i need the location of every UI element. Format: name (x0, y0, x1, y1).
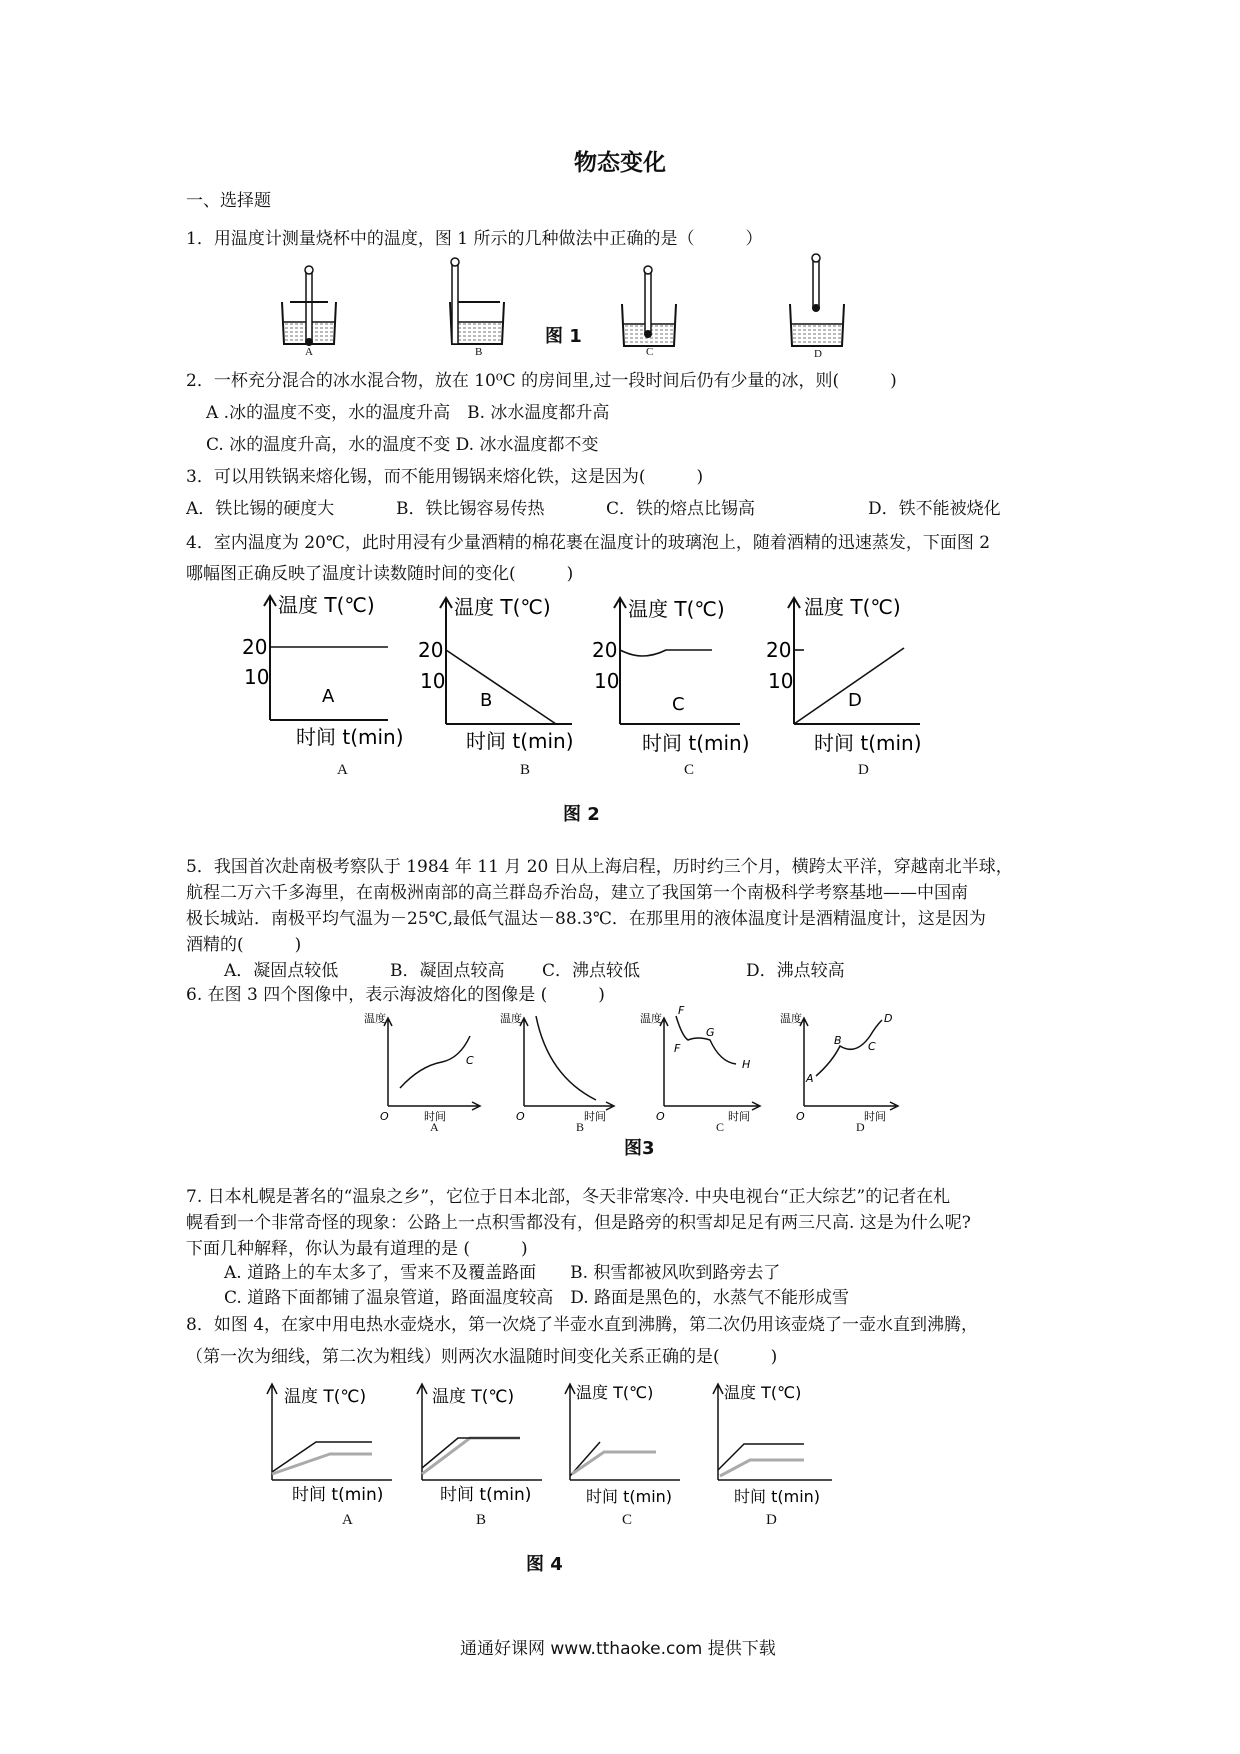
svg-text:D: D (848, 690, 862, 711)
svg-text:温度: 温度 (640, 1012, 662, 1025)
svg-text:时间 t(min): 时间 t(min) (586, 1487, 673, 1506)
graph-2b (418, 595, 574, 753)
svg-text:F: F (674, 1042, 681, 1055)
svg-text:时间 t(min): 时间 t(min) (734, 1487, 821, 1506)
graph-4c (565, 1383, 680, 1506)
fig2-label-a: A (337, 762, 348, 778)
question-7-line-2: 幌看到一个非常奇怪的现象：公路上一点积雪都没有，但是路旁的积雪却足足有两三尺高. 这是为什么呢? (186, 1213, 971, 1233)
svg-text:温度: 温度 (500, 1012, 522, 1025)
fig2-label-c: C (684, 762, 695, 778)
beaker-d (790, 254, 844, 346)
beaker-b (450, 258, 504, 344)
question-7-line-3: 下面几种解释，你认为最有道理的是 ( ) (186, 1239, 528, 1259)
fig1-label-c: C (646, 346, 654, 358)
svg-text:时间: 时间 (424, 1110, 446, 1123)
svg-text:温度: 温度 (364, 1012, 386, 1025)
question-5-option-a: A．凝固点较低 (224, 961, 339, 981)
question-5-line-2: 航程二万六千多海里，在南极洲南部的高兰群岛乔治岛，建立了我国第一个南极科学考察基地——中国南 (186, 883, 968, 903)
question-8-line-2: （第一次为细线，第二次为粗线）则两次水温随时间变化关系正确的是( ) (186, 1347, 778, 1367)
graph-2a-xlabel: 时间 t(min) (296, 725, 404, 749)
question-3-option-d: D．铁不能被烧化 (868, 499, 1001, 519)
svg-text:时间 t(min): 时间 t(min) (814, 731, 922, 755)
graph-4d (713, 1383, 832, 1506)
fig1-label-b: B (475, 346, 483, 358)
svg-text:10: 10 (768, 669, 794, 693)
fig2-label-d: D (858, 762, 869, 778)
fig3-label-c: C (716, 1120, 725, 1134)
fig1-label-a: A (305, 346, 313, 358)
question-4-line-2: 哪幅图正确反映了温度计读数随时间的变化( ) (186, 564, 574, 584)
graph-3b (500, 1011, 614, 1123)
svg-text:温度 T(℃): 温度 T(℃) (576, 1383, 654, 1402)
figure-2-graphs (230, 590, 950, 760)
svg-text:B: B (834, 1034, 842, 1047)
svg-text:时间 t(min): 时间 t(min) (642, 731, 750, 755)
graph-4a (267, 1384, 392, 1505)
fig1-label-d: D (814, 348, 822, 360)
figure-4-graphs (262, 1376, 862, 1506)
svg-text:10: 10 (594, 669, 620, 693)
question-7-line-1: 7. 日本札幌是著名的“温泉之乡”，它位于日本北部，冬天非常寒冷. 中央电视台“正大综艺”的记者在札 (186, 1187, 951, 1207)
graph-2a-tick-10: 10 (244, 665, 270, 689)
svg-text:10: 10 (420, 669, 446, 693)
section-heading: 一、选择题 (186, 191, 271, 211)
svg-text:时间 t(min): 时间 t(min) (292, 1485, 384, 1505)
figure-2-caption: 图 2 (563, 804, 600, 825)
question-5-option-d: D．沸点较高 (746, 961, 845, 981)
svg-text:温度 T(℃): 温度 T(℃) (432, 1387, 515, 1407)
svg-text:G: G (706, 1026, 715, 1039)
svg-text:温度: 温度 (780, 1012, 802, 1025)
fig4-label-b: B (476, 1512, 487, 1528)
svg-text:时间: 时间 (728, 1110, 750, 1123)
graph-2c (592, 597, 750, 755)
question-3: 3．可以用铁锅来熔化锡，而不能用锡锅来熔化铁，这是因为( ) (186, 467, 704, 487)
question-1: 1．用温度计测量烧杯中的温度，图 1 所示的几种做法中正确的是（ ） (186, 229, 763, 249)
svg-text:C: C (868, 1040, 876, 1053)
figure-3-graphs (360, 1006, 920, 1124)
question-7-options-ab: A. 道路上的车太多了，雪来不及覆盖路面 B. 积雪都被风吹到路旁去了 (224, 1263, 781, 1283)
question-3-option-a: A．铁比锡的硬度大 (186, 499, 335, 519)
graph-4b (417, 1384, 542, 1505)
graph-2d (766, 595, 922, 755)
question-5-line-3: 极长城站．南极平均气温为－25℃,最低气温达－88.3℃．在那里用的液体温度计是酒精温度计，这是因为 (186, 909, 986, 929)
question-4-line-1: 4．室内温度为 20℃，此时用浸有少量酒精的棉花裹在温度计的玻璃泡上，随着酒精的迅速蒸发，下面图 2 (186, 533, 991, 553)
question-7-options-cd: C. 道路下面都铺了温泉管道，路面温度较高 D. 路面是黑色的，水蒸气不能形成雪 (224, 1288, 850, 1308)
graph-2a (242, 593, 404, 749)
page-title: 物态变化 (574, 150, 666, 176)
graph-3d (780, 1011, 898, 1123)
svg-text:O: O (796, 1110, 805, 1123)
figure-1-caption: 图 1 (545, 326, 582, 347)
svg-text:O: O (656, 1110, 665, 1123)
svg-text:温度 T(℃): 温度 T(℃) (454, 595, 551, 619)
svg-text:B: B (480, 690, 493, 711)
svg-text:温度 T(℃): 温度 T(℃) (804, 595, 901, 619)
question-5-line-4: 酒精的( ) (186, 935, 302, 955)
graph-3a (364, 1011, 480, 1123)
svg-text:O: O (380, 1110, 389, 1123)
svg-text:时间 t(min): 时间 t(min) (466, 729, 574, 753)
svg-text:C: C (672, 694, 685, 715)
svg-text:20: 20 (766, 638, 792, 662)
question-2: 2．一杯充分混合的冰水混合物，放在 10⁰C 的房间里,过一段时间后仍有少量的冰，则( ) (186, 371, 897, 391)
question-3-option-c: C．铁的熔点比锡高 (606, 499, 756, 519)
question-2-options-ab: A .冰的温度不变，水的温度升高 B. 冰水温度都升高 (206, 403, 610, 423)
svg-text:H: H (742, 1058, 751, 1071)
fig4-label-d: D (766, 1512, 777, 1528)
question-3-option-b: B．铁比锡容易传热 (396, 499, 545, 519)
svg-text:20: 20 (592, 638, 618, 662)
figure-4-caption: 图 4 (526, 1554, 563, 1575)
fig3-label-b: B (576, 1120, 585, 1134)
fig2-label-b: B (520, 762, 531, 778)
svg-text:20: 20 (418, 638, 444, 662)
svg-text:D: D (884, 1012, 893, 1025)
question-5-line-1: 5．我国首次赴南极考察队于 1984 年 11 月 20 日从上海启程，历时约三个月，横跨太平洋，穿越南北半球， (186, 857, 1013, 877)
graph-2a-tick-20: 20 (242, 635, 268, 659)
svg-text:O: O (516, 1110, 525, 1123)
fig4-label-a: A (342, 1512, 353, 1528)
svg-text:温度 T(℃): 温度 T(℃) (284, 1387, 367, 1407)
graph-2a-letter: A (322, 686, 335, 707)
svg-text:C: C (466, 1054, 474, 1067)
question-6: 6. 在图 3 四个图像中，表示海波熔化的图像是 ( ) (186, 985, 605, 1005)
fig3-label-d: D (856, 1120, 865, 1134)
figure-3-caption: 图3 (624, 1138, 655, 1159)
question-8-line-1: 8．如图 4，在家中用电热水壶烧水，第一次烧了半壶水直到沸腾，第二次仍用该壶烧了一壶水直到沸腾， (186, 1315, 979, 1335)
footer-text: 通通好课网 www.tthaoke.com 提供下载 (460, 1639, 776, 1659)
question-2-options-cd: C. 冰的温度升高，水的温度不变 D. 冰水温度都不变 (206, 435, 599, 455)
svg-text:温度 T(℃): 温度 T(℃) (628, 597, 725, 621)
svg-text:F: F (678, 1004, 685, 1017)
svg-text:时间: 时间 (864, 1110, 886, 1123)
fig4-label-c: C (622, 1512, 633, 1528)
svg-text:时间 t(min): 时间 t(min) (440, 1485, 532, 1505)
svg-text:A: A (806, 1072, 814, 1085)
svg-text:时间: 时间 (584, 1110, 606, 1123)
beaker-a (282, 266, 336, 346)
beaker-c (622, 266, 676, 346)
svg-text:温度 T(℃): 温度 T(℃) (724, 1383, 802, 1402)
question-5-option-c: C．沸点较低 (542, 961, 641, 981)
graph-2a-ylabel: 温度 T(℃) (278, 593, 375, 617)
question-5-option-b: B．凝固点较高 (390, 961, 505, 981)
fig3-label-a: A (430, 1120, 439, 1134)
graph-3c (640, 1004, 760, 1123)
